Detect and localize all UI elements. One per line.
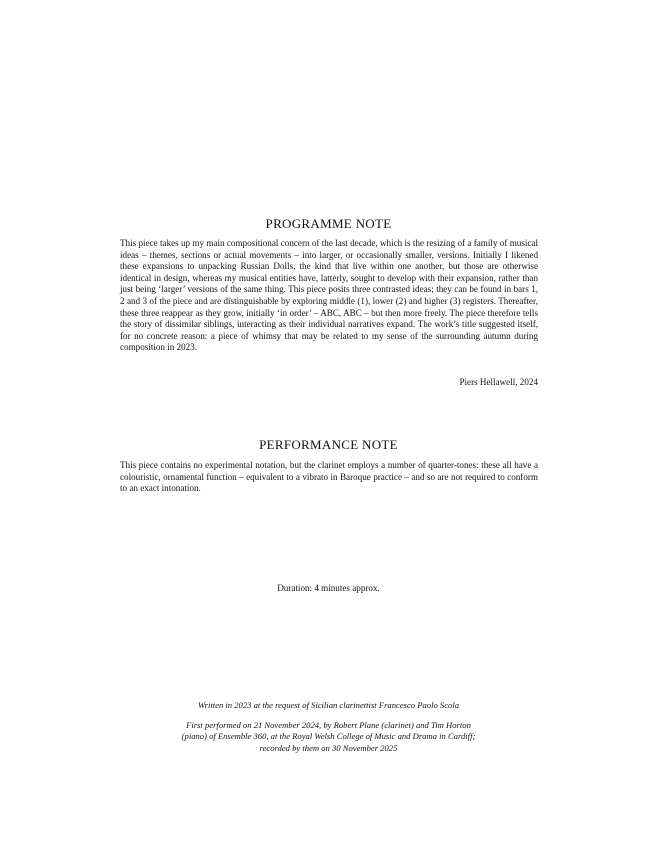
- commission-note: Written in 2023 at the request of Sicilian clarinettist Francesco Paolo Scola: [197, 700, 460, 710]
- programme-note-body: This piece takes up my main compositional concern of the last decade, which is the resizing of a family of musical ideas – themes, sections or actual movements – into larger, or occasionally smaller, versions. Initially I likened these expansions to unpacking Russian Dolls, the kind that live within one another, but those are otherwise identical in design, whereas my musical entities have, latterly, sought to develop with their expansion, rather than just being ‘larger’ versions of the same thing. This piece posits three contrasted ideas; they can be found in bars 1, 2 and 3 of the piece and are distinguishable by exploring middle (1), lower (2) and higher (3) registers. Thereafter, these three reappear as they grow, initially ‘in order’ – ABC, ABC – but then more freely. The piece therefore tells the story of dissimilar siblings, interacting as their individual narratives expand. The work’s title suggested itself, for no concrete reason: a piece of whimsy that may be related to my sense of the surrounding autumn during composition in 2023.: [120, 238, 538, 353]
- programme-note-signature: Piers Hellawell, 2024: [459, 377, 538, 387]
- duration-text: Duration: 4 minutes approx.: [277, 583, 380, 593]
- performance-note-body: This piece contains no experimental notation, but the clarinet employs a number of quarter-tones: these all have a colouristic, ornamental function – equivalent to a vibrato in Baroque practice – and so are not required to conform to an exact intonation.: [120, 460, 538, 494]
- performance-note-heading: PERFORMANCE NOTE: [259, 437, 398, 452]
- programme-note-heading: PROGRAMME NOTE: [265, 216, 392, 231]
- premiere-note: First performed on 21 November 2024, by Robert Plane (clarinet) and Tim Horton (piano) of Ensemble 360, at the Royal Welsh College of Music and Drama in Cardiff; recorded by them on 30 November 2025: [181, 720, 476, 753]
